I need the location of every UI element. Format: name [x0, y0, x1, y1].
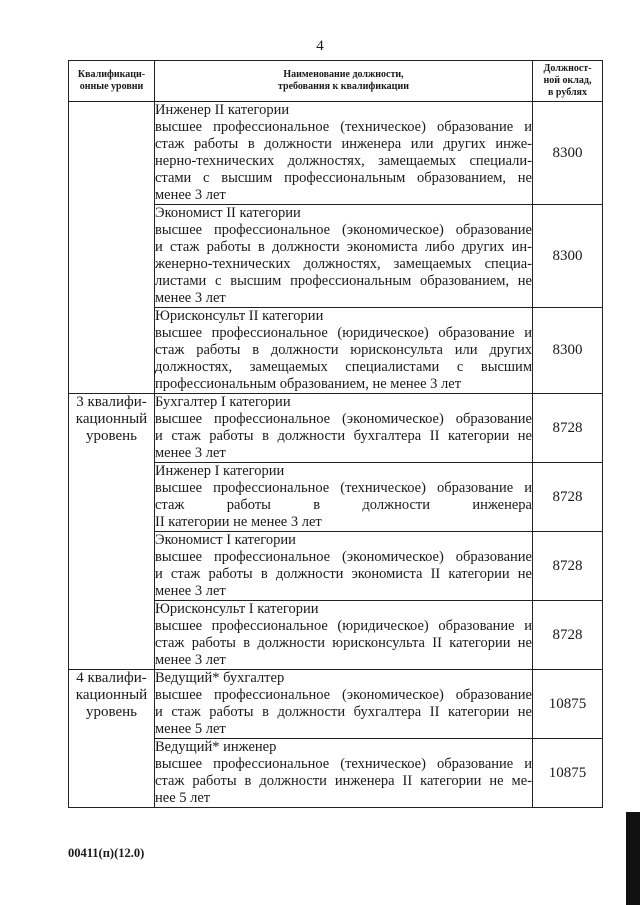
qualification-level-cell — [69, 394, 155, 670]
requirement-line: менее 3 лет — [155, 187, 226, 203]
header-position-requirements — [155, 61, 533, 102]
position-cell — [155, 601, 533, 670]
position-title: Инженер II категории — [155, 102, 290, 118]
requirement-line: высшее профессиональное (экономическое) образование — [155, 411, 532, 427]
requirement-line: женерно-технических должностях, замещаемых специа- — [155, 256, 532, 272]
salary-cell: 8728 — [533, 394, 603, 463]
position-cell — [155, 205, 533, 308]
requirement-line: высшее профессиональное (техническое) образование и — [155, 480, 532, 496]
position-title: Ведущий* бухгалтер — [155, 670, 285, 686]
position-cell — [155, 308, 533, 394]
requirement-line: высшее профессиональное (экономическое) образование — [155, 222, 532, 238]
table-row — [69, 102, 603, 205]
document-code: 00411(п)(12.0) — [68, 846, 145, 860]
requirement-line: высшее профессиональное (техническое) образование и — [155, 119, 532, 135]
requirement-line: менее 3 лет — [155, 290, 226, 306]
requirement-line: II категории не менее 3 лет — [155, 514, 322, 530]
position-title: Бухгалтер I категории — [155, 394, 291, 410]
header-text: Квалификаци- — [77, 69, 146, 80]
position-title: Юрисконсульт I категории — [155, 601, 319, 617]
position-title: Экономист II категории — [155, 205, 301, 221]
table-row — [69, 394, 603, 463]
requirement-line: нерно-технических должностях, замещаемых специали- — [155, 153, 532, 169]
position-cell — [155, 394, 533, 463]
salary-cell: 10875 — [533, 670, 603, 739]
qualification-level-text: 3 квалифи- — [76, 394, 147, 410]
requirement-line: высшее профессиональное (юридическое) образование и — [155, 618, 532, 634]
salary-cell: 8728 — [533, 601, 603, 670]
requirement-line: стами с высшим профессиональным образованием, не — [155, 170, 532, 186]
salary-cell: 8728 — [533, 463, 603, 532]
requirement-line: стаж работы в должности юрисконсульта или других — [155, 342, 532, 358]
requirement-line: нее 5 лет — [155, 790, 211, 806]
position-title: Экономист I категории — [155, 532, 296, 548]
requirement-line: высшее профессиональное (техническое) образование и — [155, 756, 532, 772]
qualification-level-text: кационный — [75, 687, 148, 703]
requirement-line: профессиональным образованием, не менее 3 лет — [155, 376, 462, 392]
salary-cell: 8728 — [533, 532, 603, 601]
salary-cell: 10875 — [533, 739, 603, 808]
qualification-level-text: 4 квалифи- — [76, 670, 147, 686]
scan-edge-mark — [626, 812, 640, 905]
header-text: Должност- — [543, 63, 592, 74]
requirement-line: стаж работы в должности инженера — [155, 497, 532, 513]
qualification-level-text: кационный — [75, 411, 148, 427]
header-text: в рублях — [548, 87, 587, 98]
qualification-level-cell — [69, 670, 155, 808]
position-cell — [155, 532, 533, 601]
header-text: Наименование должности, — [283, 69, 404, 80]
requirement-line: и стаж работы в должности экономиста II категории не — [155, 566, 532, 582]
header-text: онные уровни — [79, 81, 144, 92]
requirement-line: и стаж работы в должности бухгалтера II категории не — [155, 428, 532, 444]
requirement-line: менее 3 лет — [155, 445, 226, 461]
requirement-line: высшее профессиональное (экономическое) образование — [155, 687, 532, 703]
position-cell — [155, 463, 533, 532]
header-qualification-levels — [69, 61, 155, 102]
requirement-line: листами с высшим профессиональным образованием, не — [155, 273, 532, 289]
requirement-line: должностях, замещаемых специалистами с высшим — [155, 359, 532, 375]
position-title: Инженер I категории — [155, 463, 285, 479]
table-row — [69, 670, 603, 739]
requirement-line: высшее профессиональное (экономическое) образование — [155, 549, 532, 565]
table-header-row — [69, 61, 603, 102]
salary-cell: 8300 — [533, 205, 603, 308]
position-title: Юрисконсульт II категории — [155, 308, 324, 324]
requirement-line: стаж работы в должности инженера или других инже- — [155, 136, 532, 152]
header-text: требования к квалификации — [278, 81, 409, 92]
position-cell — [155, 739, 533, 808]
requirement-line: и стаж работы в должности бухгалтера II категории не — [155, 704, 532, 720]
qualification-level-text: уровень — [85, 428, 138, 444]
header-text: ной оклад, — [543, 75, 592, 86]
salary-cell: 8300 — [533, 308, 603, 394]
position-cell — [155, 670, 533, 739]
requirement-line: менее 5 лет — [155, 721, 226, 737]
requirement-line: стаж работы в должности инженера II категории не ме- — [155, 773, 532, 789]
requirement-line: менее 3 лет — [155, 652, 226, 668]
position-cell — [155, 102, 533, 205]
requirement-line: стаж работы в должности юрисконсульта II категории не — [155, 635, 532, 651]
page-number: 4 — [316, 38, 324, 54]
qualification-table — [68, 60, 603, 808]
qualification-level-cell — [69, 102, 155, 394]
requirement-line: высшее профессиональное (юридическое) образование и — [155, 325, 532, 341]
requirement-line: и стаж работы в должности экономиста либо других ин- — [155, 239, 532, 255]
requirement-line: менее 3 лет — [155, 583, 226, 599]
salary-cell: 8300 — [533, 102, 603, 205]
header-salary — [533, 61, 603, 102]
qualification-level-text: уровень — [85, 704, 138, 720]
position-title: Ведущий* инженер — [155, 739, 277, 755]
